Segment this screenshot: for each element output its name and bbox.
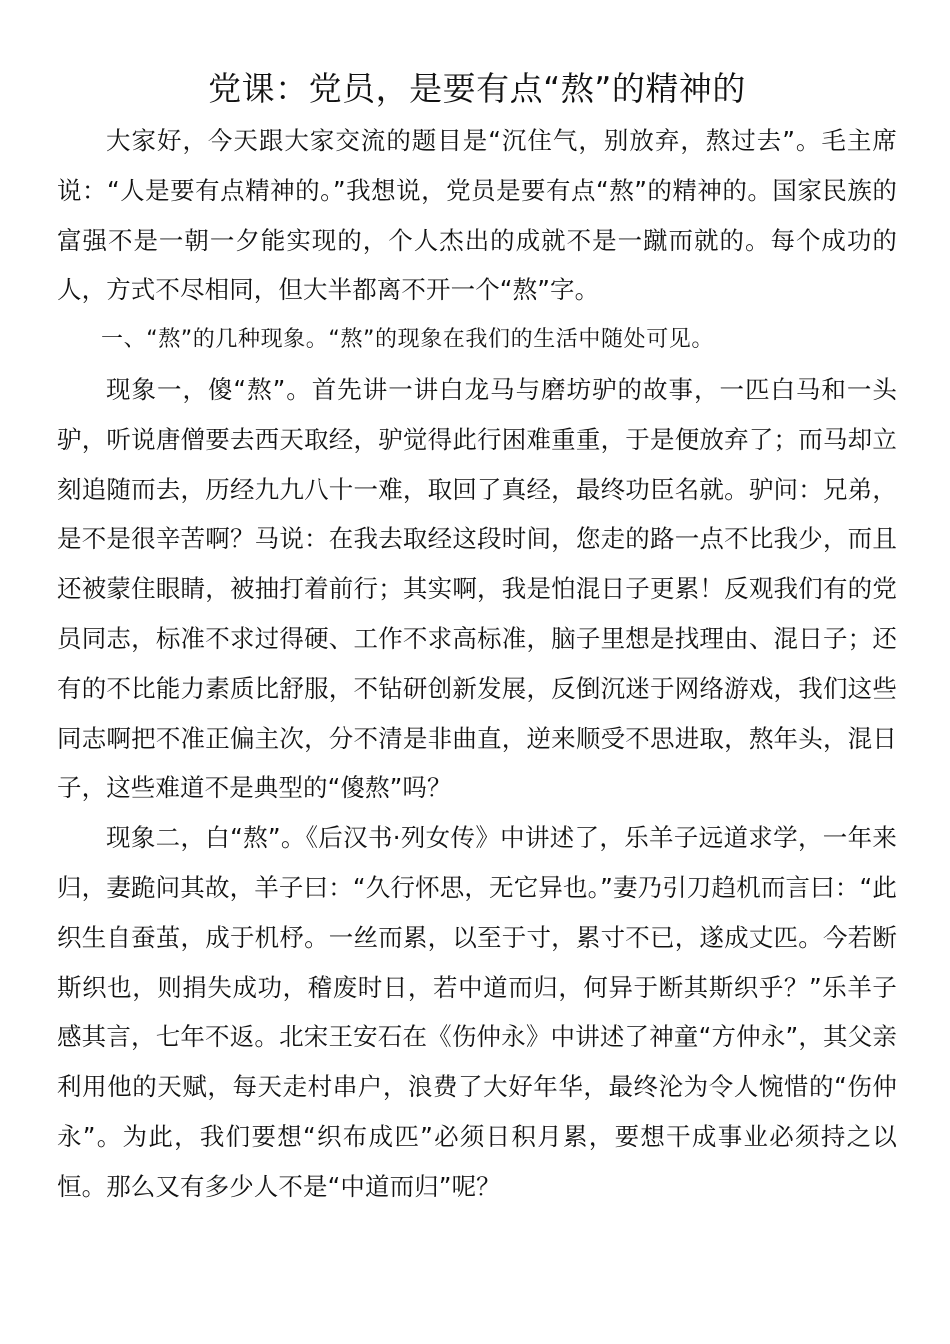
paragraph-phenomenon-one: 现象一，傻“熬”。首先讲一讲白龙马与磨坊驴的故事，一匹白马和一头驴，听说唐僧要去西天取经，驴觉得此行困难重重，于是便放弃了；而马却立刻追随而去，历经九九八十一难，取回了真经，最终功臣名就。驴问：兄弟，是不是很辛苦啊？马说：在我去取经这段时间，您走的路一点不比我少，而且还被蒙住眼睛，被抽打着前行；其实啊，我是怕混日子更累！反观我们有的党员同志，标准不求过得硬、工作不求高标准，脑子里想是找理由、混日子；还有的不比能力素质比舒服，不钻研创新发展，反倒沉迷于网络游戏，我们这些同志啊把不准正偏主次，分不清是非曲直，逆来顺受不思进取，熬年头，混日子，这些难道不是典型的“傻熬”吗？ [57,374,897,803]
document-title: 党课：党员，是要有点“熬”的精神的 [208,69,746,108]
paragraph-section-heading: 一、“熬”的几种现象。“熬”的现象在我们的生活中随处可见。 [101,327,714,353]
document-page [57,62,897,1212]
paragraph-intro: 大家好，今天跟大家交流的题目是“沉住气，别放弃，熬过去”。毛主席说：“人是要有点精神的。”我想说，党员是要有点“熬”的精神的。国家民族的富强不是一朝一夕能实现的，个人杰出的成就不是一蹴而就的。每个成功的人，方式不尽相同，但大半都离不开一个“熬”字。 [57,126,897,305]
paragraph-phenomenon-two: 现象二，白“熬”。《后汉书·列女传》中讲述了，乐羊子远道求学，一年来归，妻跪问其故，羊子曰：“久行怀思，无它异也。”妻乃引刀趋机而言曰：“此织生自蚕茧，成于机杼。一丝而累，以至于寸，累寸不已，遂成丈匹。今若断斯织也，则捐失成功，稽废时日，若中道而归，何异于断其斯织乎？”乐羊子感其言，七年不返。北宋王安石在《伤仲永》中讲述了神童“方仲永”，其父亲利用他的天赋，每天走村串户，浪费了大好年华，最终沦为令人惋惜的“伤仲永”。为此，我们要想“织布成匹”必须日积月累，要想干成事业必须持之以恒。那么又有多少人不是“中道而归”呢？ [57,823,897,1201]
